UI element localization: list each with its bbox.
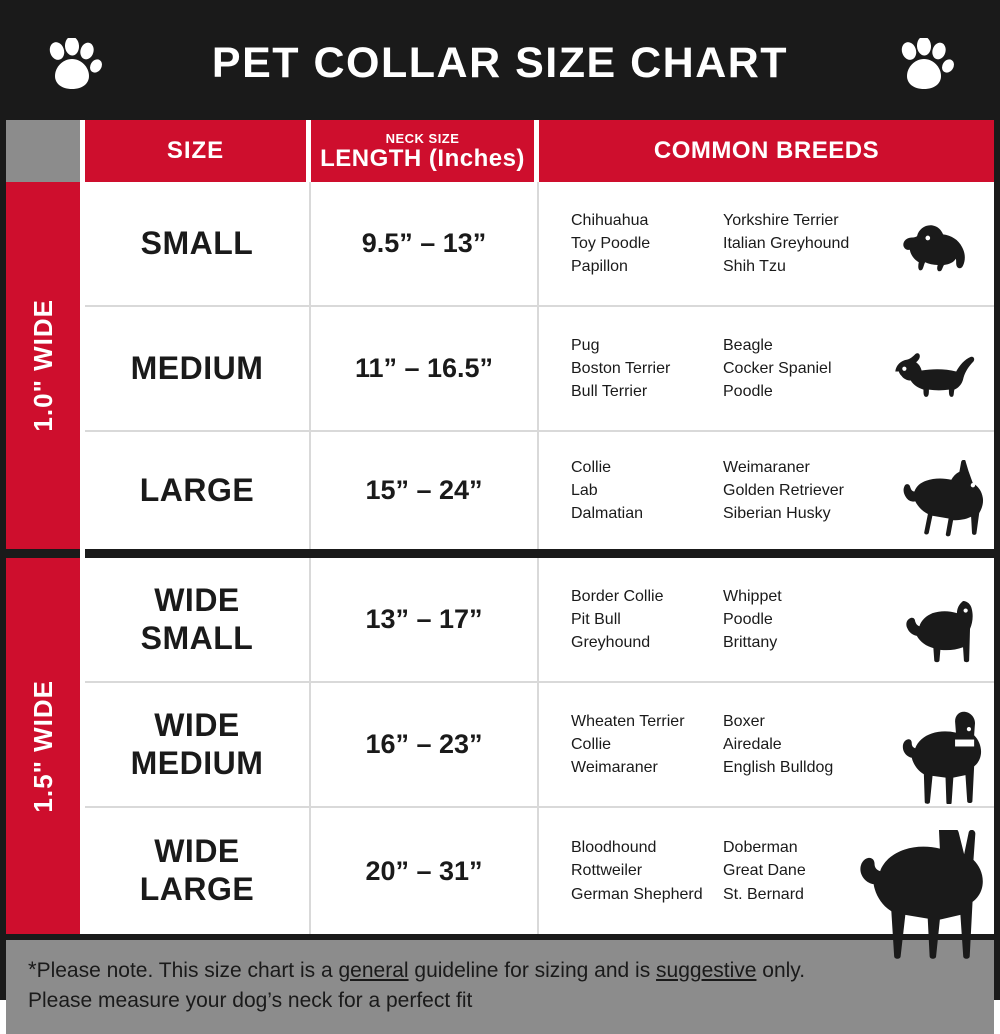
row-breeds-col2: Doberman Great Dane St. Bernard	[723, 839, 806, 903]
row-size-line2: MEDIUM	[130, 744, 264, 781]
table-row	[85, 558, 994, 683]
bulldog-silhouette-icon	[888, 594, 984, 669]
row-size	[85, 182, 311, 305]
width-group-1	[6, 182, 80, 558]
row-size	[85, 307, 311, 430]
row-breeds	[539, 683, 994, 806]
header-corner-cell	[6, 120, 85, 182]
row-length: 13” – 17”	[311, 558, 539, 681]
dachshund-silhouette-icon	[888, 344, 988, 408]
asterisk: *	[28, 957, 37, 982]
row-breeds-col1: Border Collie Pit Bull Greyhound	[571, 587, 664, 652]
page-title: PET COLLAR SIZE CHART	[211, 38, 789, 87]
footer-text-b: guideline for sizing and is	[408, 959, 657, 982]
table-row	[85, 683, 994, 808]
width-group-2	[6, 558, 80, 934]
row-size-line2: LARGE	[139, 871, 255, 907]
header-breeds: COMMON BREEDS	[539, 120, 994, 182]
doberman-silhouette-icon	[854, 830, 994, 970]
footer-line-1	[28, 954, 972, 986]
row-breeds-col2: Yorkshire Terrier Italian Greyhound Shih Tzu	[723, 211, 850, 276]
header-size: SIZE	[85, 120, 311, 182]
footer-underline-general: general	[338, 959, 409, 982]
row-size	[85, 558, 311, 681]
row-breeds-col1: Wheaten Terrier Collie Weimaraner	[571, 712, 685, 777]
row-size-line1: SMALL	[140, 224, 254, 261]
row-size-line1: WIDE	[154, 581, 240, 618]
footer-line-2: Please measure your dog’s neck for a perfect fit	[28, 989, 473, 1013]
shepherd-silhouette-icon	[882, 460, 990, 541]
row-size-line1: WIDE	[154, 833, 240, 870]
header-length-sub: NECK SIZE	[385, 130, 460, 146]
boxer-silhouette-icon	[884, 708, 988, 804]
header-length	[311, 120, 539, 182]
row-size-line1: MEDIUM	[130, 349, 264, 386]
row-breeds	[539, 558, 994, 681]
row-length: 9.5” – 13”	[311, 182, 539, 305]
row-length: 20” – 31”	[311, 808, 539, 934]
footer-text-c: only.	[756, 959, 806, 982]
footer-underline-suggestive: suggestive	[656, 959, 757, 982]
row-breeds-col2: Beagle Cocker Spaniel Poodle	[723, 336, 832, 401]
row-size	[85, 683, 311, 806]
row-size-line1: LARGE	[139, 471, 255, 508]
width-group-2-label: 1.5" WIDE	[27, 679, 58, 813]
table-row	[85, 307, 994, 432]
row-breeds-col2: Whippet Poodle Brittany	[723, 587, 782, 652]
header-length-main: LENGTH (Inches)	[320, 144, 525, 172]
paw-print-icon	[46, 38, 102, 90]
row-breeds-col1: Chihuahua Toy Poodle Papillon	[571, 211, 651, 276]
row-breeds	[539, 808, 994, 934]
row-size	[85, 432, 311, 549]
table-header-row	[6, 120, 994, 182]
paw-print-icon	[898, 38, 954, 90]
row-breeds-col2: Weimaraner Golden Retriever Siberian Husky	[723, 458, 844, 523]
row-size	[85, 808, 311, 934]
table-body	[6, 182, 994, 934]
row-breeds-col2: Boxer Airedale English Bulldog	[723, 712, 834, 777]
width-group-column	[6, 182, 80, 934]
row-size-line2: SMALL	[140, 619, 254, 656]
pomeranian-silhouette-icon	[890, 220, 980, 283]
row-breeds	[539, 432, 994, 549]
row-breeds-col1: Bloodhound Rottweiler German Shepherd	[571, 839, 703, 903]
row-breeds	[539, 182, 994, 305]
row-breeds-col1: Collie Lab Dalmatian	[571, 458, 644, 523]
chart-header	[6, 6, 994, 120]
row-size-line1: WIDE	[154, 706, 240, 743]
size-rows	[80, 182, 994, 934]
footer-note	[6, 934, 994, 1034]
row-length: 11” – 16.5”	[311, 307, 539, 430]
row-length: 15” – 24”	[311, 432, 539, 549]
width-group-1-label: 1.0" WIDE	[27, 299, 58, 432]
row-breeds	[539, 307, 994, 430]
table-row	[85, 808, 994, 934]
row-breeds-col1: Pug Boston Terrier Bull Terrier	[571, 336, 671, 401]
table-row	[85, 432, 994, 558]
table-row	[85, 182, 994, 307]
row-length: 16” – 23”	[311, 683, 539, 806]
footer-text-a: Please note. This size chart is a	[36, 959, 339, 982]
